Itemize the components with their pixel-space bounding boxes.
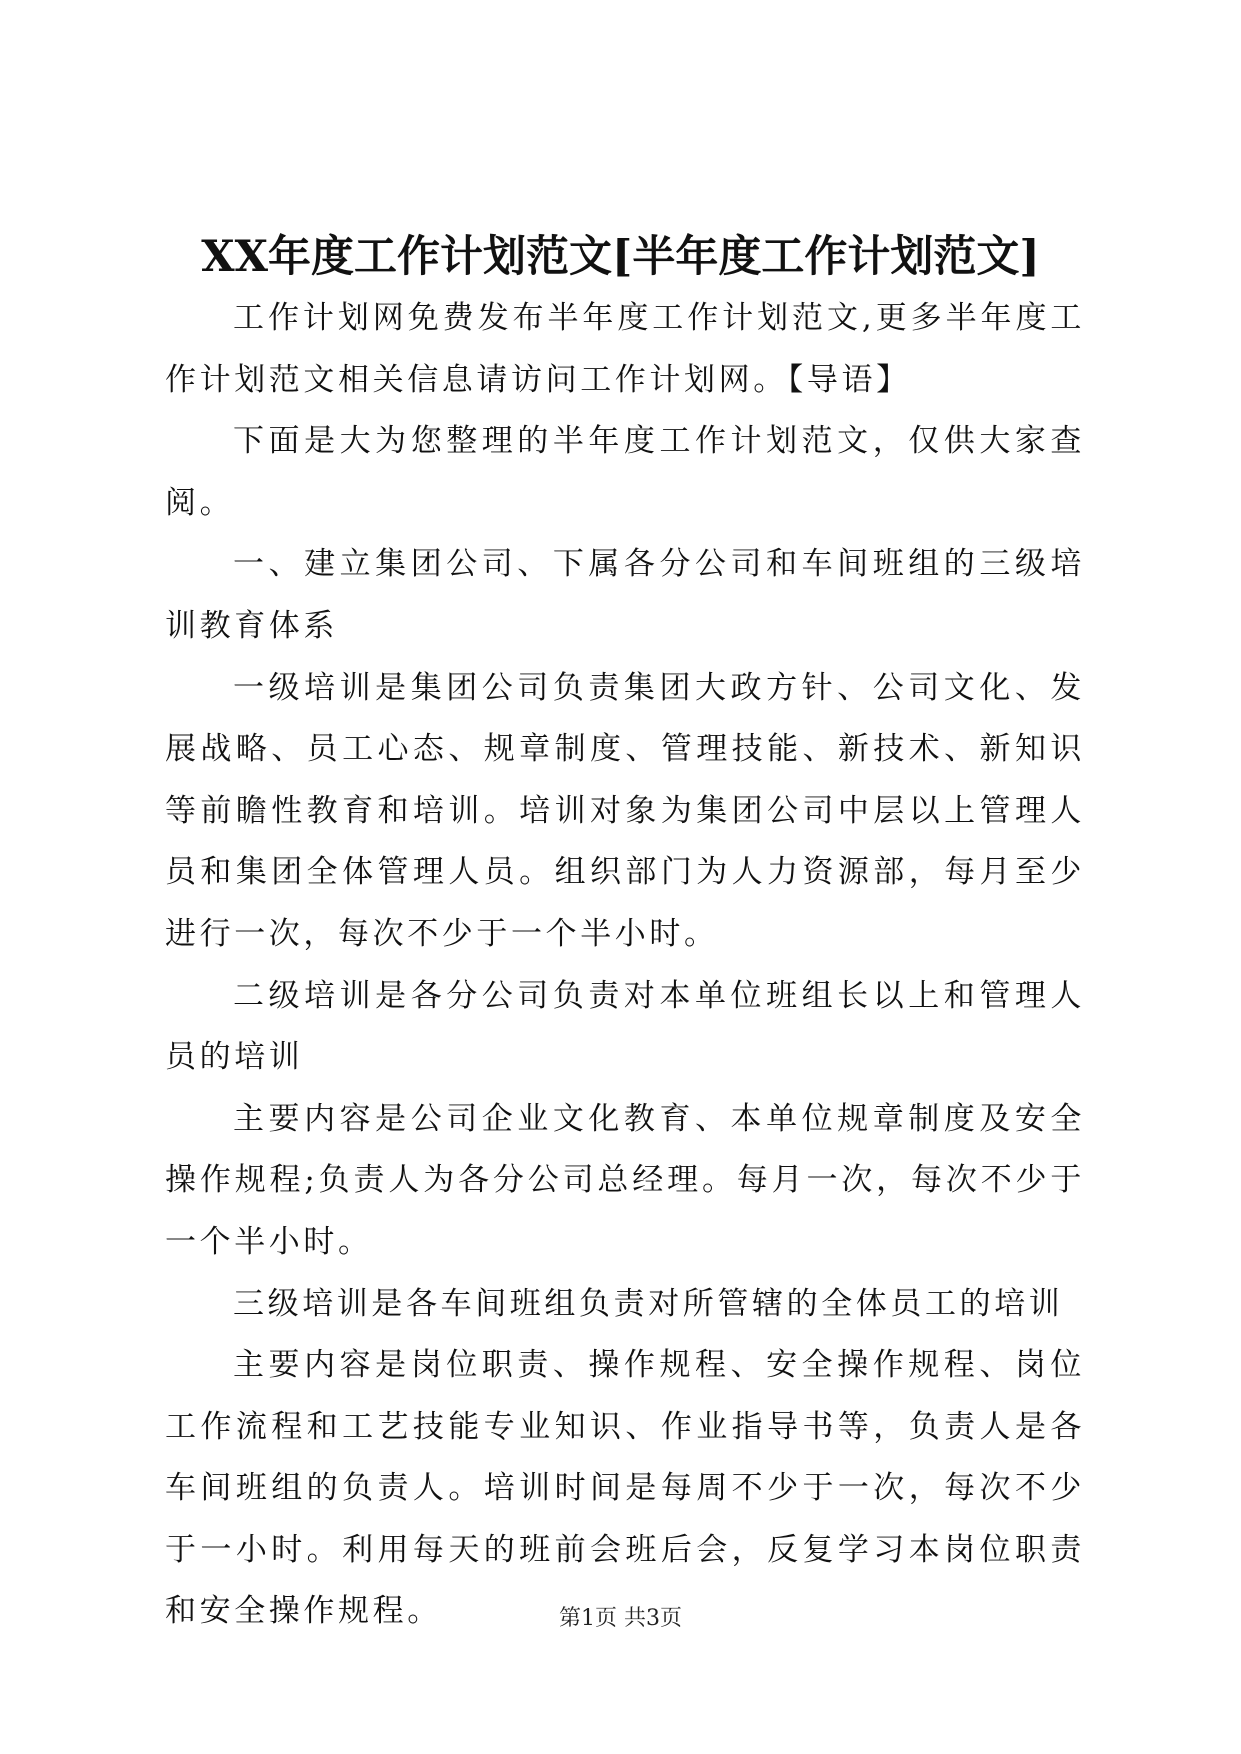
paragraph-section-heading: 一、建立集团公司、下属各分公司和车间班组的三级培训教育体系 — [165, 546, 1085, 644]
paragraph-level-two-training: 二级培训是各分公司负责对本单位班组长以上和管理人员的培训 — [165, 977, 1085, 1076]
document-title: XX年度工作计划范文[半年度工作计划范文] — [201, 231, 1040, 282]
paragraph-lead: 下面是大为您整理的半年度工作计划范文，仅供大家查阅。 — [165, 423, 1085, 521]
paragraph-level-two-content: 主要内容是公司企业文化教育、本单位规章制度及安全操作规程;负责人为各分公司总经理。每月一次，每次不少于一个半小时。 — [165, 1100, 1085, 1260]
paragraph-intro: 工作计划网免费发布半年度工作计划范文,更多半年度工作计划范文相关信息请访问工作计划网。【导语】 — [165, 300, 1085, 398]
page-number-footer: 第1页 共3页 — [559, 1606, 682, 1631]
paragraph-level-three-training: 三级培训是各车间班组负责对所管辖的全体员工的培训 — [233, 1285, 1064, 1322]
paragraph-level-one-training: 一级培训是集团公司负责集团大政方针、公司文化、发展战略、员工心态、规章制度、管理技能、新技术、新知识等前瞻性教育和培训。培训对象为集团公司中层以上管理人员和集团全体管理人员。组织部门为人力资源部，每月至少进行一次，每次不少于一个半小时。 — [165, 669, 1085, 952]
paragraph-level-three-content: 主要内容是岗位职责、操作规程、安全操作规程、岗位工作流程和工艺技能专业知识、作业指导书等，负责人是各车间班组的负责人。培训时间是每周不少于一次，每次不少于一小时。利用每天的班前会班后会，反复学习本岗位职责和安全操作规程。 — [165, 1347, 1085, 1630]
document-body — [165, 288, 1085, 1643]
